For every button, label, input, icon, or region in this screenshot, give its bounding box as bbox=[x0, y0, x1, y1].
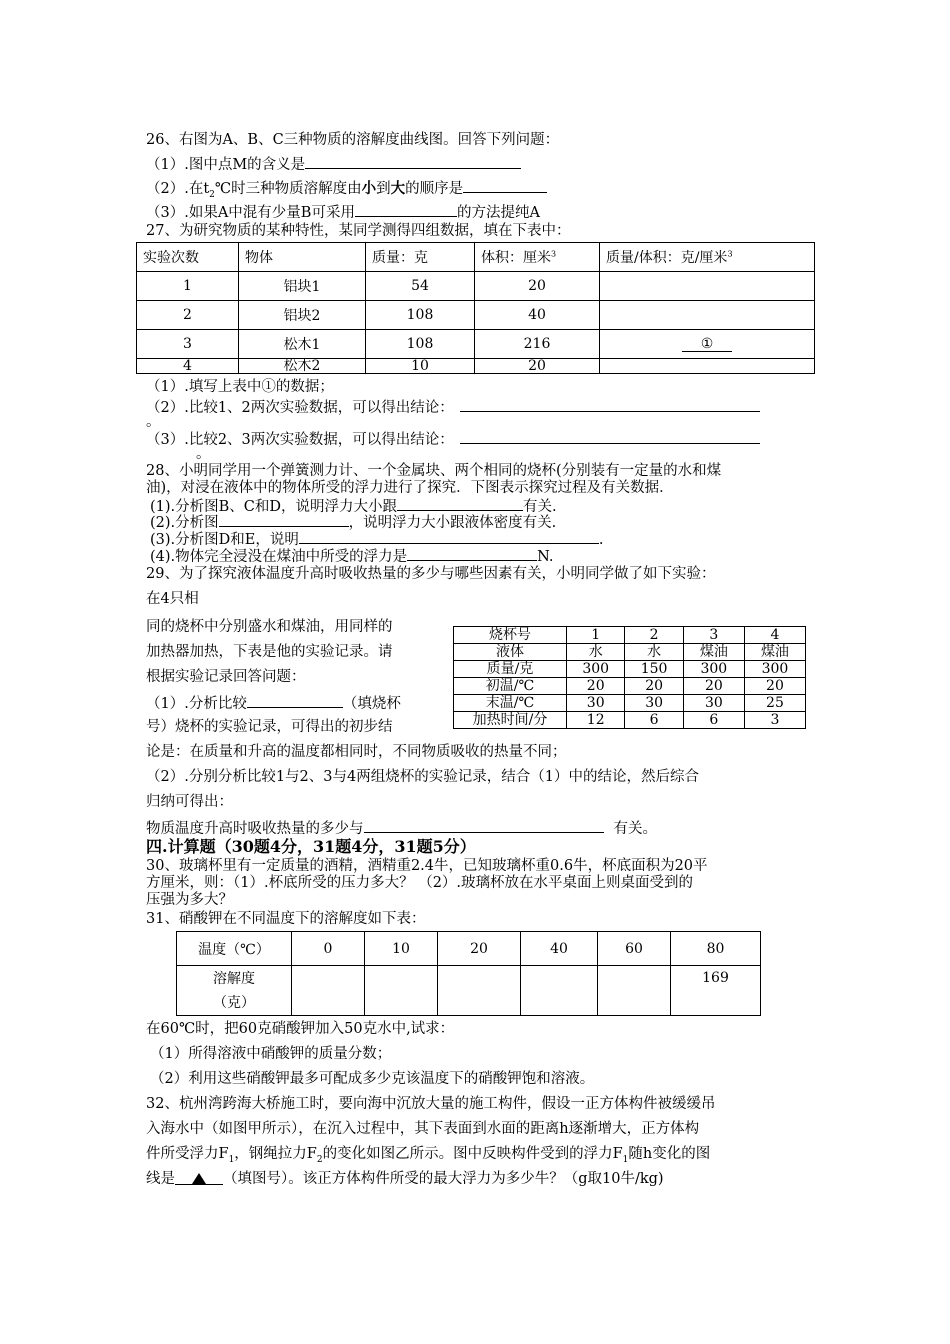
q32-line2: 入海水中（如图甲所示），在沉入过程中，其下表面到水面的距离h逐渐增大，正方体构 bbox=[146, 1121, 700, 1137]
q26-part2: （2）.在$t_2℃$时三种物质溶解度由小到大的顺序是 bbox=[146, 178, 547, 204]
table-row bbox=[454, 695, 806, 712]
q29-line: （1）.分析比较 （填烧杯 bbox=[146, 693, 401, 713]
q29-line: 在4只相 bbox=[146, 591, 199, 607]
answer-blank[interactable] bbox=[299, 529, 599, 544]
q29-line: 归纳可得出： bbox=[146, 794, 233, 810]
table-cell: 12 bbox=[567, 712, 625, 729]
q32-line3: 件所受浮力$F_1$，钢绳拉力$F_2$的变化如图乙所示。图中反映构件受到的浮力$F_1$随h变化的图 bbox=[146, 1146, 711, 1165]
table-cell bbox=[438, 966, 521, 1016]
triangle-icon bbox=[192, 1173, 206, 1184]
table-cell: 20 bbox=[683, 678, 744, 695]
table-header-cell: 体积：厘米$^3$ bbox=[475, 243, 600, 272]
q26-stem: 26、右图为A、B、C三种物质的溶解度曲线图。回答下列问题： bbox=[146, 132, 560, 148]
q32-line1: 32、杭州湾跨海大桥施工时，要向海中沉放大量的施工构件，假设一正方体构件被缓缓吊 bbox=[146, 1096, 716, 1112]
table-row bbox=[454, 661, 806, 678]
answer-blank[interactable] bbox=[407, 546, 537, 561]
q29-table bbox=[453, 626, 806, 729]
answer-blank[interactable] bbox=[355, 202, 457, 217]
q29-line: （2）.分别分析比较1与2、3与4两组烧杯的实验记录，结合（1）中的结论，然后综合 bbox=[146, 769, 699, 785]
answer-blank[interactable] bbox=[305, 154, 521, 169]
table-cell: 30 bbox=[683, 695, 744, 712]
table-cell: 10 bbox=[366, 359, 475, 374]
table-cell: 末温/℃ bbox=[454, 695, 567, 712]
table-cell: 松木1 bbox=[239, 330, 366, 359]
table-cell: 3 bbox=[744, 712, 805, 729]
q28-part4: (4).物体完全浸没在煤油中所受的浮力是 N. bbox=[150, 546, 554, 566]
q27-part3: （3）.比较2、3两次实验数据，可以得出结论： bbox=[146, 429, 760, 449]
q28-stem-line2: 油)，对浸在液体中的物体所受的浮力进行了探究．下图表示探究过程及有关数据． bbox=[146, 480, 674, 496]
table-cell: 加热时间/分 bbox=[454, 712, 567, 729]
table-cell: 20 bbox=[744, 678, 805, 695]
table-row bbox=[137, 359, 815, 374]
table-cell: 300 bbox=[744, 661, 805, 678]
table-row bbox=[454, 678, 806, 695]
table-cell: 铝块2 bbox=[239, 301, 366, 330]
q26-part3: （3）.如果A中混有少量B可采用 的方法提纯A bbox=[146, 202, 540, 222]
table-header-cell: 质量/体积：克/厘米$^3$ bbox=[600, 243, 815, 272]
table-cell: 40 bbox=[521, 932, 598, 966]
table-cell: 初温/℃ bbox=[454, 678, 567, 695]
table-cell: 煤油 bbox=[683, 644, 744, 661]
q31-line1: 在60℃时，把60克硝酸钾加入50克水中,试求： bbox=[146, 1021, 455, 1037]
q26-part1: （1）.图中点M的含义是 bbox=[146, 154, 521, 174]
table-cell[interactable] bbox=[600, 301, 815, 330]
table-header-cell: 质量：克 bbox=[366, 243, 475, 272]
table-cell: 1 bbox=[567, 627, 625, 644]
q29-line: 加热器加热，下表是他的实验记录。请 bbox=[146, 644, 393, 660]
table-cell bbox=[365, 966, 438, 1016]
table-cell: 30 bbox=[625, 695, 683, 712]
answer-blank[interactable] bbox=[247, 693, 343, 708]
table-cell: 2 bbox=[137, 301, 239, 330]
table-cell: 150 bbox=[625, 661, 683, 678]
table-cell: 3 bbox=[683, 627, 744, 644]
table-cell: 煤油 bbox=[744, 644, 805, 661]
table-cell: 溶解度 （克） bbox=[177, 966, 292, 1016]
answer-blank[interactable] bbox=[219, 512, 349, 527]
q29-line: 物质温度升高时吸收热量的多少与 有关。 bbox=[146, 818, 657, 838]
table-cell: 4 bbox=[137, 359, 239, 374]
table-cell: 松木2 bbox=[239, 359, 366, 374]
q27-end: 。 bbox=[196, 446, 211, 462]
table-row bbox=[177, 932, 761, 966]
table-cell: 铝块1 bbox=[239, 272, 366, 301]
table-cell: 1 bbox=[137, 272, 239, 301]
table-cell[interactable]: ① bbox=[600, 330, 815, 359]
table-row bbox=[137, 330, 815, 359]
q31-line3: （2）利用这些硝酸钾最多可配成多少克该温度下的硝酸钾饱和溶液。 bbox=[150, 1071, 595, 1087]
q30-line2: 方厘米，则：（1）.杯底所受的压力多大？ （2）.玻璃杯放在水平桌面上则桌面受到的 bbox=[146, 875, 694, 891]
table-cell: 6 bbox=[683, 712, 744, 729]
table-row bbox=[454, 644, 806, 661]
table-cell: 40 bbox=[475, 301, 600, 330]
q31-table bbox=[176, 931, 761, 1016]
table-row bbox=[137, 301, 815, 330]
table-cell: 10 bbox=[365, 932, 438, 966]
table-cell: 6 bbox=[625, 712, 683, 729]
table-cell: 60 bbox=[598, 932, 671, 966]
table-cell: 30 bbox=[567, 695, 625, 712]
table-cell: 质量/克 bbox=[454, 661, 567, 678]
q32-line4: 线是 （填图号）。该正方体构件所受的最大浮力为多少牛？（g取10牛/kg) bbox=[146, 1171, 664, 1187]
table-row bbox=[454, 627, 806, 644]
table-cell: 3 bbox=[137, 330, 239, 359]
table-cell: 25 bbox=[744, 695, 805, 712]
q28-stem-line1: 28、小明同学用一个弹簧测力计、一个金属块、两个相同的烧杯(分别装有一定量的水和煤 bbox=[146, 463, 722, 479]
q28-part1: (1).分析图B、C和D，说明浮力大小跟 有关. bbox=[150, 496, 557, 516]
table-cell: 20 bbox=[567, 678, 625, 695]
q29-line: 论是：在质量和升高的温度都相同时，不同物质吸收的热量不同； bbox=[146, 744, 567, 760]
q29-line: 同的烧杯中分别盛水和煤油，用同样的 bbox=[146, 619, 393, 635]
q29-line: 根据实验记录回答问题： bbox=[146, 669, 306, 685]
q31-line2: （1）所得溶液中硝酸钾的质量分数； bbox=[150, 1046, 392, 1062]
table-row bbox=[454, 712, 806, 729]
table-cell: 温度（℃） bbox=[177, 932, 292, 966]
table-row bbox=[137, 272, 815, 301]
q30-line3: 压强为多大？ bbox=[146, 892, 233, 908]
table-cell: 20 bbox=[625, 678, 683, 695]
table-cell: 液体 bbox=[454, 644, 567, 661]
q27-part2: （2）.比较1、2两次实验数据，可以得出结论： bbox=[146, 397, 760, 417]
answer-blank[interactable] bbox=[460, 429, 760, 444]
table-cell: 80 bbox=[671, 932, 761, 966]
table-cell[interactable] bbox=[600, 272, 815, 301]
q28-part2: (2).分析图 ，说明浮力大小跟液体密度有关. bbox=[150, 512, 556, 532]
table-row bbox=[137, 243, 815, 272]
q27-end: 。 bbox=[146, 414, 161, 430]
q28-part3: (3).分析图D和E，说明 . bbox=[150, 529, 603, 549]
table-cell: 水 bbox=[567, 644, 625, 661]
answer-blank[interactable] bbox=[175, 1170, 223, 1185]
table-cell: 烧杯号 bbox=[454, 627, 567, 644]
answer-blank[interactable] bbox=[364, 818, 604, 833]
table-cell: 216 bbox=[475, 330, 600, 359]
table-cell: 20 bbox=[438, 932, 521, 966]
q27-table bbox=[136, 242, 815, 374]
table-header-cell: 物体 bbox=[239, 243, 366, 272]
table-cell: 20 bbox=[475, 272, 600, 301]
table-cell[interactable] bbox=[600, 359, 815, 374]
table-row bbox=[177, 966, 761, 1016]
table-cell: 108 bbox=[366, 330, 475, 359]
q27-part1: （1）.填写上表中①的数据； bbox=[146, 379, 334, 395]
answer-blank[interactable] bbox=[397, 496, 523, 511]
section-heading: 四.计算题（30题4分，31题4分，31题5分） bbox=[146, 837, 476, 856]
table-cell: 4 bbox=[744, 627, 805, 644]
q27-stem: 27、为研究物质的某种特性，某同学测得四组数据，填在下表中： bbox=[146, 223, 571, 239]
table-cell bbox=[292, 966, 365, 1016]
table-cell: 水 bbox=[625, 644, 683, 661]
table-cell: 0 bbox=[292, 932, 365, 966]
table-cell bbox=[521, 966, 598, 1016]
table-cell: 20 bbox=[475, 359, 600, 374]
table-cell: 108 bbox=[366, 301, 475, 330]
table-cell: 300 bbox=[567, 661, 625, 678]
answer-blank[interactable] bbox=[460, 397, 760, 412]
table-cell: 169 bbox=[671, 966, 761, 1016]
table-header-cell: 实验次数 bbox=[137, 243, 239, 272]
q29-line: 号）烧杯的实验记录，可得出的初步结 bbox=[146, 719, 393, 735]
answer-blank[interactable] bbox=[463, 178, 547, 193]
q29-stem: 29、为了探究液体温度升高时吸收热量的多少与哪些因素有关，小明同学做了如下实验： bbox=[146, 566, 716, 582]
table-cell: 300 bbox=[683, 661, 744, 678]
q31-stem: 31、硝酸钾在不同温度下的溶解度如下表： bbox=[146, 911, 426, 927]
table-cell: 2 bbox=[625, 627, 683, 644]
table-cell bbox=[598, 966, 671, 1016]
q30-line1: 30、玻璃杯里有一定质量的酒精，酒精重2.4牛，已知玻璃杯重0.6牛，杯底面积为20平 bbox=[146, 858, 708, 874]
table-cell: 54 bbox=[366, 272, 475, 301]
